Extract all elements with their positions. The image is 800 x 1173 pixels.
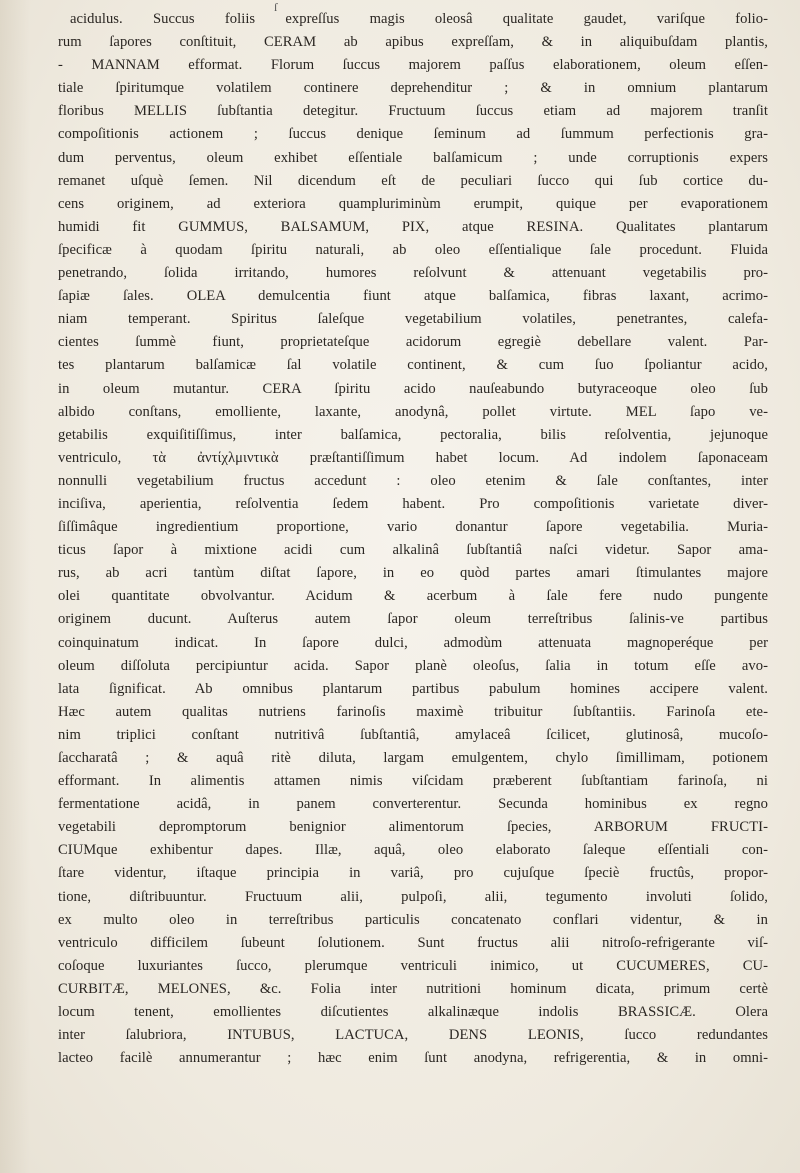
body-text: [58, 8, 768, 1070]
text-line: ventriculo difficilem ſubeunt ſolutionem. Sunt fructus alii nitroſo-refrigerante viſ-: [58, 934, 768, 951]
text-line: tiale ſpiritumque volatilem continere deprehenditur ; & in omnium plantarum: [58, 80, 768, 97]
text-line: efformant. In alimentis attamen nimis viſcidam præberent ſubſtantiam farinoſa, ni: [58, 773, 768, 790]
text-line: nim triplici conſtant nutritivâ ſubſtantiâ, amylaceâ ſcilicet, glutinosâ, mucoſo-: [58, 726, 768, 743]
text-line: cientes ſummè fiunt, proprietateſque acidorum egregiè debellare valent. Par-: [58, 334, 768, 351]
text-line: ſtare videntur, iſtaque principia in variâ, pro cujuſque ſpeciè fructûs, propor-: [58, 865, 768, 882]
text-line: inter ſalubriora, INTUBUS, LACTUCA, DENS LEONIS, ſucco redundantes: [58, 1027, 768, 1044]
text-line: lata ſignificat. Ab omnibus plantarum partibus pabulum homines accipere valent.: [58, 680, 768, 697]
text-line: in oleum mutantur. CERA ſpiritu acido nauſeabundo butyraceoque oleo ſub: [58, 380, 768, 397]
text-line: CIUMque exhibentur dapes. Illæ, aquâ, oleo elaborato ſaleque eſſentiali con-: [58, 842, 768, 859]
text-line: ſiſſimâque ingredientium proportione, vario donantur ſapore vegetabilia. Muria-: [58, 519, 768, 536]
text-line: locum tenent, emollientes diſcutientes alkalinæque indolis BRASSICÆ. Olera: [58, 1004, 768, 1021]
text-line: rum ſapores conſtituit, CERAM ab apibus expreſſam, & in aliquibuſdam plantis,: [58, 34, 768, 51]
text-line: penetrando, ſolida irritando, humores reſolvunt & attenuant vegetabilis pro-: [58, 265, 768, 282]
page-edge-shadow: [0, 0, 30, 1173]
text-line: tione, diſtribuuntur. Fructuum alii, pulpoſi, alii, tegumento involuti ſolido,: [58, 888, 768, 905]
text-line: cens originem, ad exteriora quampluriminùm erumpit, quique per evaporationem: [58, 195, 768, 212]
text-line: humidi fit GUMMUS, BALSAMUM, PIX, atque RESINA. Qualitates plantarum: [58, 218, 768, 235]
top-mark: ſ: [274, 0, 278, 14]
text-line: acidulus. Succus foliis expreſſus magis oleosâ qualitate gaudet, variſque folio-: [70, 11, 768, 27]
text-line: olei quantitate obvolvantur. Acidum & acerbum à ſale fere nudo pungente: [58, 588, 768, 605]
text-line: vegetabili depromptorum benignior alimentorum ſpecies, ARBORUM FRUCTI-: [58, 819, 768, 836]
text-line: ſaccharatâ ; & aquâ ritè diluta, largam emulgentem, chylo ſimillimam, potionem: [58, 750, 768, 766]
text-line: - MANNAM efformat. Florum ſuccus majorem paſſus elaborationem, oleum eſſen-: [58, 57, 768, 74]
text-line: ticus ſapor à mixtione acidi cum alkalinâ ſubſtantiâ naſci videtur. Sapor ama-: [58, 542, 768, 559]
text-line: ſapiæ ſales. OLEA demulcentia fiunt atque balſamica, fibras laxant, acrimo-: [58, 288, 768, 305]
text-line: fermentatione acidâ, in panem converterentur. Secunda hominibus ex regno: [58, 796, 768, 813]
text-line: floribus MELLIS ſubſtantia detegitur. Fructuum ſuccus etiam ad majorem tranſit: [58, 103, 768, 120]
text-line: compoſitionis actionem ; ſuccus denique ſeminum ad ſummum perfectionis gra-: [58, 126, 768, 143]
text-line: getabilis exquiſitiſſimus, inter balſamica, pectoralia, bilis reſolventia, jejunoque: [58, 426, 768, 443]
text-line: ſpecificæ à quodam ſpiritu naturali, ab oleo eſſentialique ſale procedunt. Fluida: [58, 241, 768, 258]
text-line: niam temperant. Spiritus ſaleſque vegetabilium volatiles, penetrantes, calefa-: [58, 311, 768, 328]
text-line: tes plantarum balſamicæ ſal volatile continent, & cum ſuo ſpoliantur acido,: [58, 357, 768, 374]
text-line: nonnulli vegetabilium fructus accedunt : oleo etenim & ſale conſtantes, inter: [58, 472, 768, 489]
text-line: oleum diſſoluta percipiuntur acida. Sapor planè oleoſus, ſalia in totum eſſe avo-: [58, 657, 768, 674]
text-line: lacteo facilè annumerantur ; hæc enim ſunt anodyna, refrigerentia, & in omni-: [58, 1050, 768, 1067]
text-line: coſoque luxuriantes ſucco, plerumque ventriculi inimico, ut CUCUMERES, CU-: [58, 957, 768, 974]
text-line: inciſiva, aperientia, reſolventia ſedem habent. Pro compoſitionis varietate diver-: [58, 495, 768, 512]
text-line: dum perventus, oleum exhibet eſſentiale balſamicum ; unde corruptionis expers: [58, 149, 768, 166]
text-line: remanet uſquè ſemen. Nil dicendum eſt de peculiari ſucco qui ſub cortice du-: [58, 172, 768, 189]
text-line: ventriculo, τὰ ἀντίχλμιντικὰ præſtantiſſimum habet locum. Ad indolem ſaponaceam: [58, 449, 768, 466]
text-line: albido conſtans, emolliente, laxante, anodynâ, pollet virtute. MEL ſapo ve-: [58, 403, 768, 420]
text-line: ex multo oleo in terreſtribus particulis concatenato conflari videntur, & in: [58, 911, 768, 928]
text-line: coinquinatum indicat. In ſapore dulci, admodùm attenuata magnoperéque per: [58, 634, 768, 651]
text-line: Hæc autem qualitas nutriens farinoſis maximè tribuitur ſubſtantiis. Farinoſa ete-: [58, 703, 768, 720]
text-line: rus, ab acri tantùm diſtat ſapore, in eo quòd partes amari ſtimulantes majore: [58, 565, 768, 582]
text-line: CURBITÆ, MELONES, &c. Folia inter nutritioni hominum dicata, primum certè: [58, 980, 768, 997]
text-line: originem ducunt. Auſterus autem ſapor oleum terreſtribus ſalinis-ve partibus: [58, 611, 768, 628]
